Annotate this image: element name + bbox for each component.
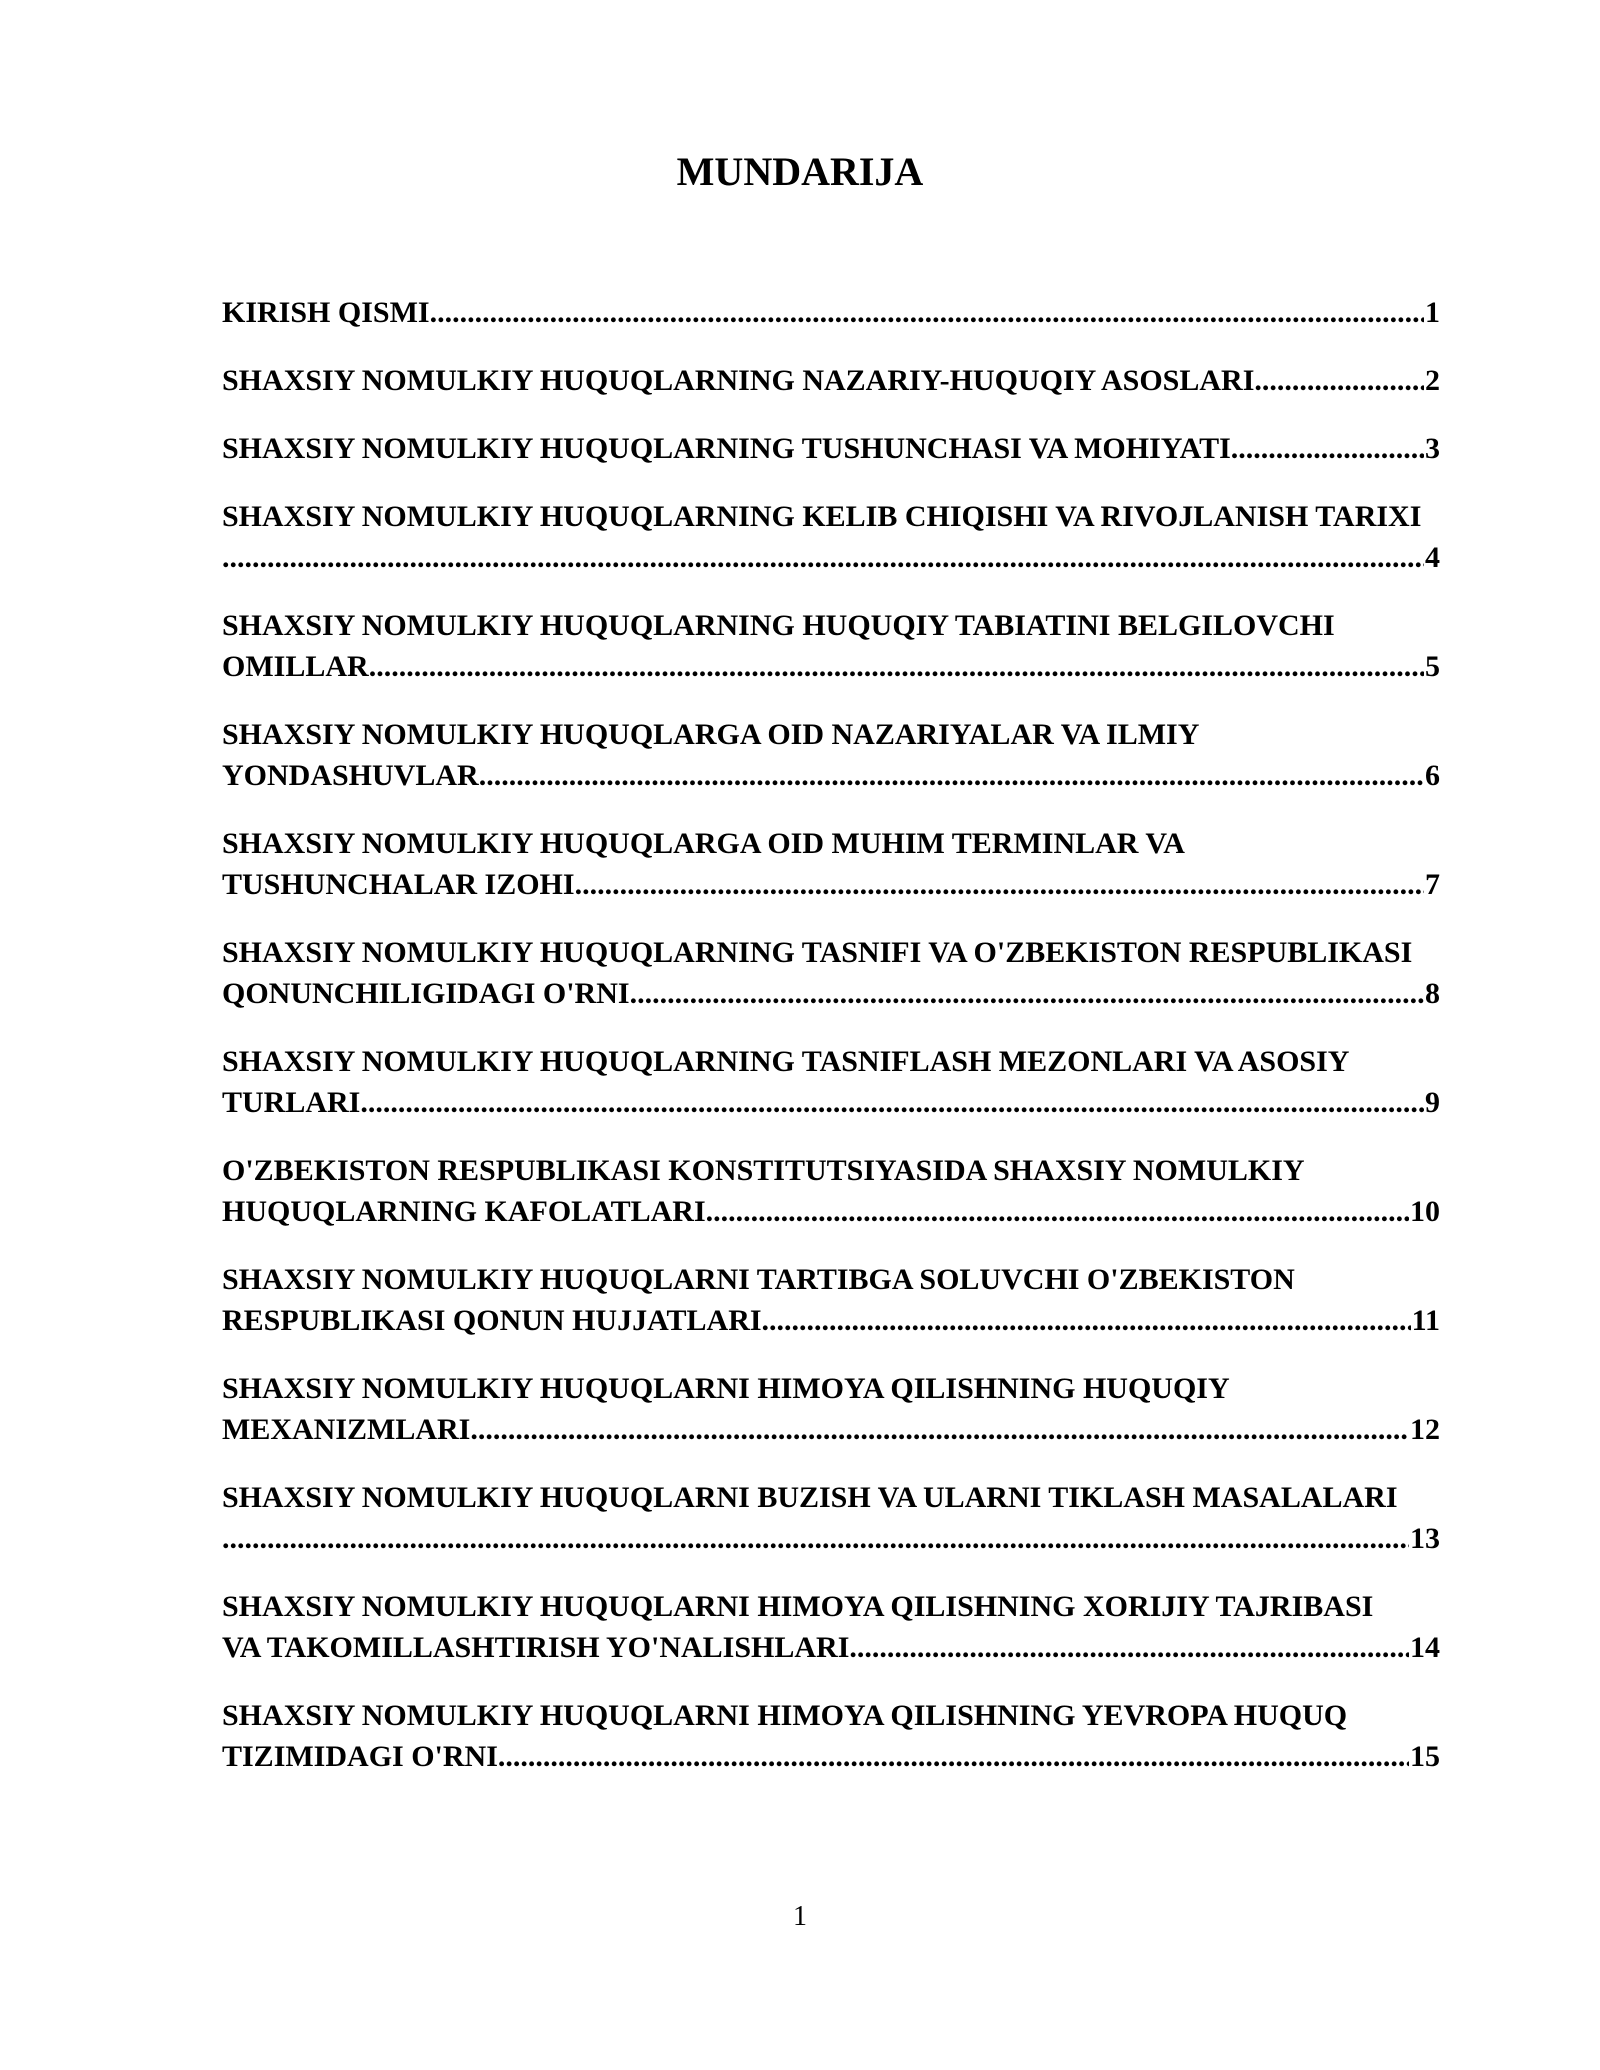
toc-entry[interactable] xyxy=(222,292,1440,333)
toc-page-number: 15 xyxy=(1410,1740,1440,1773)
dot-leader xyxy=(430,292,1424,333)
toc-entry-title-line: SHAXSIY NOMULKIY HUQUQLARNING TASNIFLASH MEZONLARI VA ASOSIY xyxy=(222,1045,1350,1078)
toc-entry-title-line: O'ZBEKISTON RESPUBLIKASI KONSTITUTSIYASIDA SHAXSIY NOMULKIY xyxy=(222,1154,1305,1187)
toc-page-number: 10 xyxy=(1410,1195,1440,1228)
toc-entry[interactable] xyxy=(222,428,1440,469)
toc-entry-title: SHAXSIY NOMULKIY HUQUQLARNING NAZARIY-HUQUQIY ASOSLARI xyxy=(222,364,1255,397)
toc-entry-last-line xyxy=(222,755,1440,796)
page-number-footer: 1 xyxy=(793,1901,807,1932)
toc-entry-title-line: SHAXSIY NOMULKIY HUQUQLARGA OID MUHIM TERMINLAR VA xyxy=(222,827,1185,860)
toc-entry-last-line xyxy=(222,864,1440,905)
dot-leader xyxy=(369,646,1424,687)
toc-page-number: 12 xyxy=(1410,1413,1440,1446)
toc-entry[interactable] xyxy=(222,932,1440,1014)
toc-entry-last-line xyxy=(222,1736,1440,1777)
toc-entry-last-line xyxy=(222,292,1440,333)
toc-entry-last-line xyxy=(222,1518,1440,1559)
toc-entry-title: KIRISH QISMI xyxy=(222,296,430,329)
toc-entry-title: TUSHUNCHALAR IZOHI xyxy=(222,868,575,901)
toc-page-number: 4 xyxy=(1425,541,1440,574)
dot-leader xyxy=(575,864,1424,905)
toc-entry-title: VA TAKOMILLASHTIRISH YO'NALISHLARI xyxy=(222,1631,850,1664)
toc-entry-title-line: SHAXSIY NOMULKIY HUQUQLARNING HUQUQIY TABIATINI BELGILOVCHI xyxy=(222,609,1335,642)
toc-page-number: 14 xyxy=(1410,1631,1440,1664)
toc-entry-title: SHAXSIY NOMULKIY HUQUQLARNING TUSHUNCHASI VA MOHIYATI xyxy=(222,432,1231,465)
toc-entry-last-line xyxy=(222,1409,1440,1450)
dot-leader xyxy=(849,1627,1409,1668)
toc-entry-title: RESPUBLIKASI QONUN HUJJATLARI xyxy=(222,1304,762,1337)
toc-entry[interactable] xyxy=(222,1150,1440,1232)
page-title: MUNDARIJA xyxy=(676,149,924,194)
toc-entry[interactable] xyxy=(222,1477,1440,1559)
toc-page-number: 3 xyxy=(1425,432,1440,465)
toc-entry-title-line: SHAXSIY NOMULKIY HUQUQLARNI TARTIBGA SOLUVCHI O'ZBEKISTON xyxy=(222,1263,1295,1296)
toc-entry-title-line: SHAXSIY NOMULKIY HUQUQLARNING KELIB CHIQISHI VA RIVOJLANISH TARIXI xyxy=(222,500,1422,533)
toc-entry-title: QONUNCHILIGIDAGI O'RNI xyxy=(222,977,630,1010)
toc-entry-last-line xyxy=(222,1191,1440,1232)
toc-page-number: 6 xyxy=(1425,759,1440,792)
toc-entry[interactable] xyxy=(222,823,1440,905)
toc-entry[interactable] xyxy=(222,714,1440,796)
toc-entry-last-line xyxy=(222,646,1440,687)
dot-leader xyxy=(479,755,1424,796)
toc-page-number: 8 xyxy=(1425,977,1440,1010)
toc-entry-title: YONDASHUVLAR xyxy=(222,759,479,792)
toc-page-number: 9 xyxy=(1425,1086,1440,1119)
toc-page-number: 1 xyxy=(1425,296,1440,329)
toc-entry[interactable] xyxy=(222,1586,1440,1668)
toc-entry-title-line: SHAXSIY NOMULKIY HUQUQLARNI HIMOYA QILISHNING HUQUQIY xyxy=(222,1372,1230,1405)
dot-leader xyxy=(222,1518,1409,1559)
toc-entry-title: TIZIMIDAGI O'RNI xyxy=(222,1740,498,1773)
toc-entry-title: OMILLAR xyxy=(222,650,369,683)
toc-entry[interactable] xyxy=(222,1695,1440,1777)
toc-page-number: 5 xyxy=(1425,650,1440,683)
toc-entry-title-line: SHAXSIY NOMULKIY HUQUQLARGA OID NAZARIYALAR VA ILMIY xyxy=(222,718,1200,751)
toc-entry-title-line: SHAXSIY NOMULKIY HUQUQLARNING TASNIFI VA O'ZBEKISTON RESPUBLIKASI xyxy=(222,936,1413,969)
toc-page-number: 13 xyxy=(1410,1522,1440,1555)
dot-leader xyxy=(470,1409,1409,1450)
dot-leader xyxy=(360,1082,1424,1123)
toc-entry[interactable] xyxy=(222,1259,1440,1341)
toc-page-number: 11 xyxy=(1411,1304,1440,1337)
toc-entry[interactable] xyxy=(222,496,1440,578)
dot-leader xyxy=(498,1736,1409,1777)
toc-entry-last-line xyxy=(222,428,1440,469)
dot-leader xyxy=(706,1191,1409,1232)
toc-entry-title-line: SHAXSIY NOMULKIY HUQUQLARNI HIMOYA QILISHNING XORIJIY TAJRIBASI xyxy=(222,1590,1374,1623)
toc-entry[interactable] xyxy=(222,1041,1440,1123)
toc-entry-title: MEXANIZMLARI xyxy=(222,1413,471,1446)
toc-entry-last-line xyxy=(222,1082,1440,1123)
toc-entry-title: TURLARI xyxy=(222,1086,361,1119)
toc-entry-last-line xyxy=(222,1300,1440,1341)
dot-leader xyxy=(1254,360,1424,401)
toc-entry-last-line xyxy=(222,973,1440,1014)
toc-page-number: 7 xyxy=(1425,868,1440,901)
dot-leader xyxy=(1231,428,1424,469)
toc-entry-last-line xyxy=(222,1627,1440,1668)
toc-entry-title-line: SHAXSIY NOMULKIY HUQUQLARNI HIMOYA QILISHNING YEVROPA HUQUQ xyxy=(222,1699,1348,1732)
toc-entry-title: HUQUQLARNING KAFOLATLARI xyxy=(222,1195,706,1228)
toc-entry[interactable] xyxy=(222,605,1440,687)
toc-entry-title-line: SHAXSIY NOMULKIY HUQUQLARNI BUZISH VA ULARNI TIKLASH MASALALARI xyxy=(222,1481,1398,1514)
dot-leader xyxy=(222,537,1424,578)
dot-leader xyxy=(762,1300,1411,1341)
toc-page-number: 2 xyxy=(1425,364,1440,397)
toc-entry-last-line xyxy=(222,360,1440,401)
table-of-contents xyxy=(222,292,1440,1804)
toc-entry[interactable] xyxy=(222,360,1440,401)
toc-entry-last-line xyxy=(222,537,1440,578)
toc-entry[interactable] xyxy=(222,1368,1440,1450)
dot-leader xyxy=(630,973,1424,1014)
